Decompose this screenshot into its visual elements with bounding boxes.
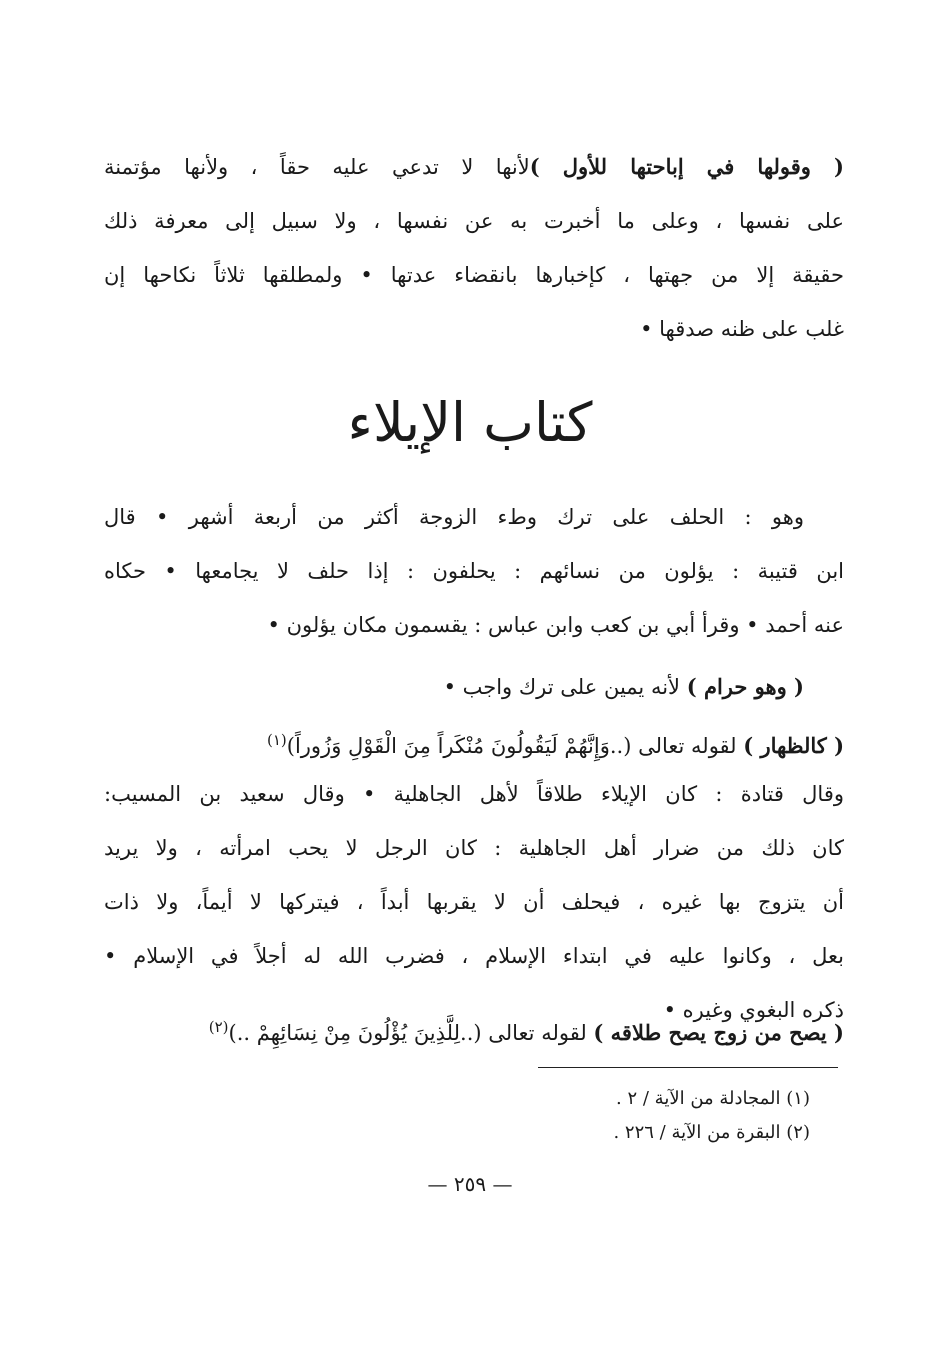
text-line: على نفسها ، وعلى ما أخبرت به عن نفسها ، ولا سبيل إلى معرفة ذلك bbox=[104, 209, 844, 233]
page-number bbox=[0, 1172, 940, 1196]
quran-verse: لقوله تعالى (..وَإِنَّهُمْ لَيَقُولُونَ مُنْكَراً مِنَ الْقَوْلِ وَزُوراً) bbox=[286, 734, 737, 758]
dash-right: — bbox=[427, 1172, 454, 1196]
text-line: بعل ، وكانوا عليه في ابتداء الإسلام ، فضرب الله له أجلاً في الإسلام • bbox=[104, 944, 844, 968]
text-line: وقال قتادة : كان الإيلاء طلاقاً لأهل الجاهلية • وقال سعيد بن المسيب: bbox=[104, 782, 844, 806]
paragraph-like-zihar bbox=[104, 713, 844, 1037]
footnote-item: (١) المجادلة من الآية / ٢ . bbox=[616, 1088, 810, 1109]
page-number-value: ٢٥٩ bbox=[453, 1172, 487, 1196]
footnote-ref: (١) bbox=[266, 731, 287, 749]
paragraph-valid-husband bbox=[104, 1000, 844, 1054]
footnotes bbox=[410, 1082, 810, 1150]
paragraph-definition bbox=[104, 490, 844, 652]
chapter-title: كتاب الإيلاء bbox=[347, 391, 593, 454]
text-line bbox=[104, 140, 844, 194]
text-line: وهو : الحلف على ترك وطء الزوجة أكثر من أربعة أشهر • قال bbox=[104, 505, 804, 529]
text-line: أن يتزوج بها غيره ، فيحلف أن لا يقربها أبداً ، فيتركها لا أيماً، ولا ذات bbox=[104, 890, 844, 914]
quran-verse: لقوله تعالى (..لِلَّذِينَ يُؤْلُونَ مِنْ نِسَائِهِمْ ..) bbox=[228, 1021, 587, 1045]
text-line: حقيقة إلا من جهتها ، كإخبارها بانقضاء عدتها • ولمطلقها ثلاثاً نكاحها إن bbox=[104, 263, 844, 287]
text-line bbox=[104, 1000, 844, 1054]
line-text: لأنها لا تدعي عليه حقاً ، ولأنها مؤتمنة bbox=[104, 155, 530, 179]
text-line: ابن قتيبة : يؤلون من نسائهم : يحلفون : إذا حلف لا يجامعها • حكاه bbox=[104, 559, 844, 583]
dash-left: — bbox=[486, 1172, 513, 1196]
bold-heading: ( يصح من زوج يصح طلاقه ) bbox=[593, 1020, 844, 1045]
footnote-ref: (٢) bbox=[208, 1018, 229, 1036]
text-line: كان ذلك من ضرار أهل الجاهلية : كان الرجل لا يحب امرأته ، ولا يريد bbox=[104, 836, 844, 860]
text-line bbox=[104, 713, 844, 767]
text-line: غلب على ظنه صدقها • bbox=[640, 317, 844, 341]
footnote-divider bbox=[538, 1067, 838, 1068]
bold-heading: ( وهو حرام ) bbox=[686, 674, 804, 699]
text-line: عنه أحمد • وقرأ أبي بن كعب وابن عباس : يقسمون مكان يؤلون • bbox=[267, 613, 844, 637]
bold-heading: ( وقولها في إباحتها للأول ) bbox=[529, 154, 844, 179]
text-line: ذكره البغوي وغيره • bbox=[663, 998, 844, 1022]
bold-heading: ( كالظهار ) bbox=[743, 733, 844, 758]
line-text: لأنه يمين على ترك واجب • bbox=[443, 675, 681, 699]
footnote-item: (٢) البقرة من الآية / ٢٢٦ . bbox=[613, 1122, 810, 1143]
paragraph-ruling-forbidden bbox=[104, 660, 844, 714]
text-line bbox=[104, 660, 844, 714]
paragraph-ruling-on-wife-statement bbox=[104, 140, 844, 356]
